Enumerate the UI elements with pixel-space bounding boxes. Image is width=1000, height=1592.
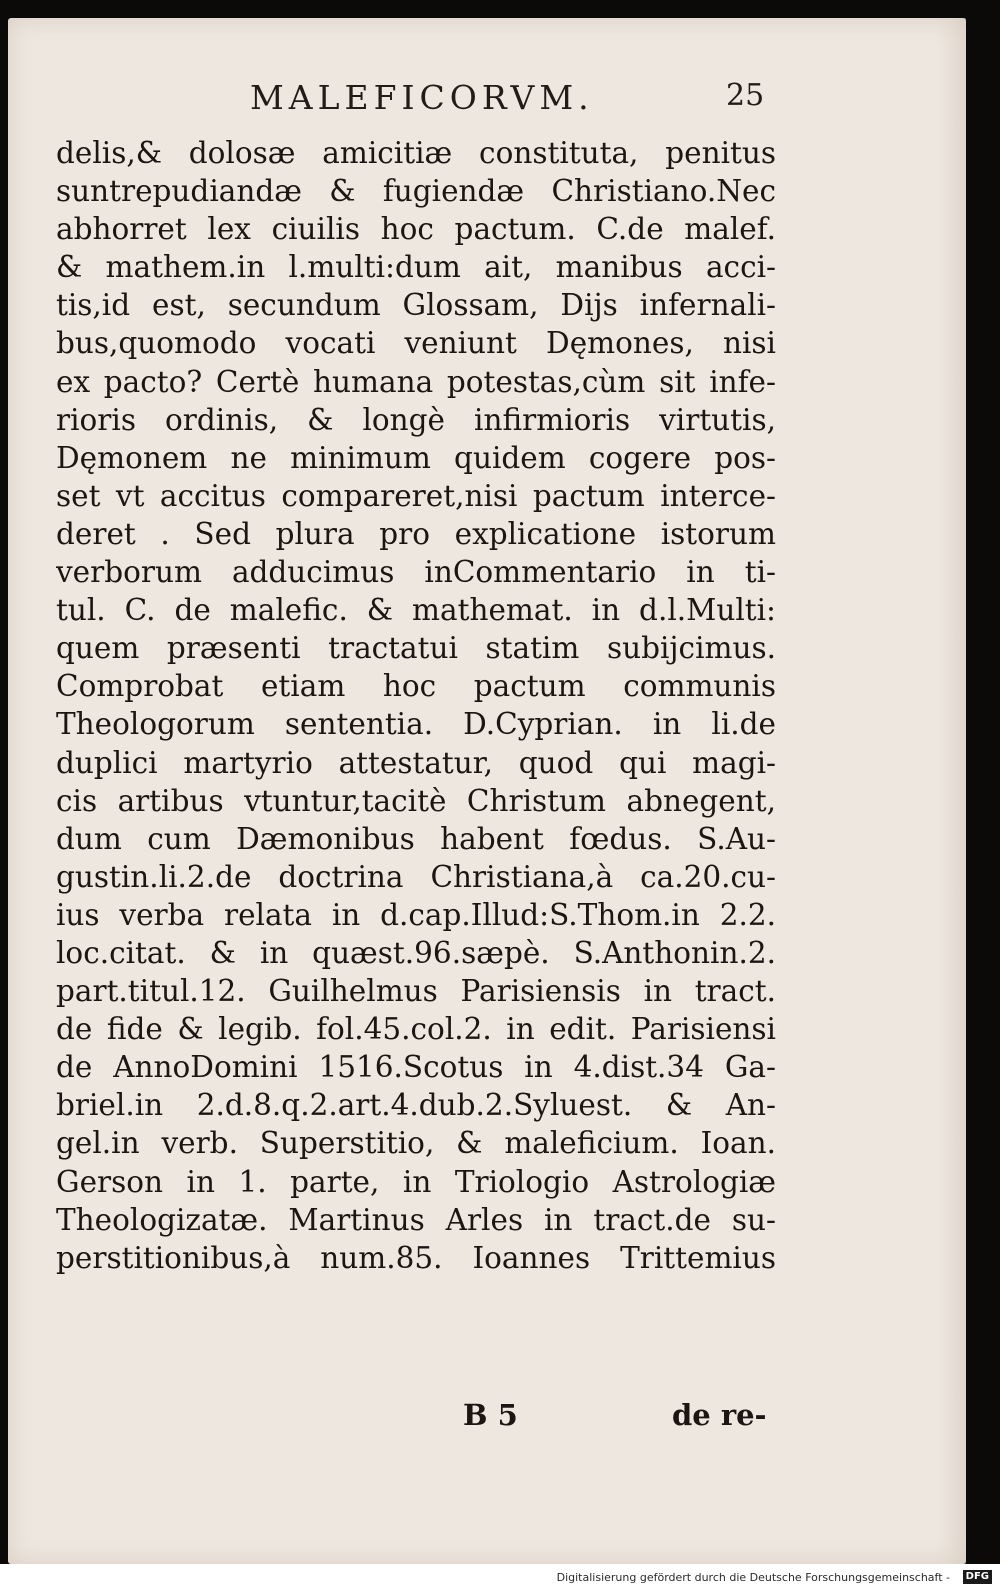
text-line: rioris ordinis, & longè infirmioris virtutis,: [56, 402, 776, 437]
text-line: Comprobat etiam hoc pactum communis: [56, 669, 776, 704]
text-line: cis artibus vtuntur,tacitè Christum abnegent,: [56, 783, 776, 818]
text-line: part.titul.12. Guilhelmus Parisiensis in tract.: [56, 974, 776, 1009]
text-line: tul. C. de malefic. & mathemat. in d.l.Multi:: [56, 593, 776, 628]
text-line: set vt accitus compareret,nisi pactum interce-: [56, 478, 776, 513]
digitization-footer: [0, 1564, 1000, 1592]
text-line: de fide & legib. fol.45.col.2. in edit. Parisiensi: [56, 1012, 776, 1047]
text-line: quem præsenti tractatui statim subijcimus.: [56, 631, 776, 666]
book-page: [8, 18, 966, 1564]
text-line: de AnnoDomini 1516.Scotus in 4.dist.34 Ga-: [56, 1050, 776, 1085]
catchline: [8, 1398, 778, 1438]
page-number: 25: [726, 78, 765, 113]
text-line: verborum adducimus inCommentario in ti-: [56, 555, 776, 590]
text-line: bus,quomodo vocati veniunt Dęmones, nisi: [56, 326, 776, 361]
text-line: Theologizatæ. Martinus Arles in tract.de su-: [56, 1202, 776, 1237]
catchword: de re-: [672, 1398, 767, 1432]
text-line: Gerson in 1. parte, in Triologio Astrologiæ: [56, 1164, 776, 1199]
text-line: gel.in verb. Superstitio, & maleficium. Ioan.: [56, 1126, 776, 1161]
text-line: duplici martyrio attestatur, quod qui magi-: [56, 745, 776, 780]
text-line: loc.citat. & in quæst.96.sæpè. S.Anthonin.2.: [56, 935, 776, 970]
body-text: [56, 134, 776, 1277]
text-line: perstitionibus,à num.85. Ioannes Trittemius: [56, 1240, 776, 1275]
text-line: deret . Sed plura pro explicatione istorum: [56, 516, 776, 551]
text-line: Dęmonem ne minimum quidem cogere pos-: [56, 440, 776, 475]
text-line: tis,id est, secundum Glossam, Dijs infernali-: [56, 288, 776, 323]
text-line: suntrepudiandæ & fugiendæ Christiano.Nec: [56, 174, 776, 209]
text-line: briel.in 2.d.8.q.2.art.4.dub.2.Syluest. & An-: [56, 1088, 776, 1123]
running-head: [8, 78, 778, 118]
running-head-title: MALEFICORVM.: [250, 78, 594, 117]
funding-credit: Digitalisierung gefördert durch die Deutsche Forschungsgemeinschaft -: [556, 1571, 950, 1584]
text-line: delis,& dolosæ amicitiæ constituta, penitus: [56, 136, 776, 170]
text-line: abhorret lex ciuilis hoc pactum. C.de malef.: [56, 212, 776, 247]
text-line: & mathem.in l.multi:dum ait, manibus acci-: [56, 250, 776, 285]
dfg-logo: DFG: [963, 1570, 992, 1584]
text-line: ius verba relata in d.cap.Illud:S.Thom.in 2.2.: [56, 897, 776, 932]
text-line: Theologorum sententia. D.Cyprian. in li.de: [56, 707, 776, 742]
text-line: ex pacto? Certè humana potestas,cùm sit infe-: [56, 364, 776, 399]
text-line: gustin.li.2.de doctrina Christiana,à ca.20.cu-: [56, 859, 776, 894]
signature-mark: B 5: [463, 1398, 518, 1432]
text-line: dum cum Dæmonibus habent fœdus. S.Au-: [56, 821, 776, 856]
